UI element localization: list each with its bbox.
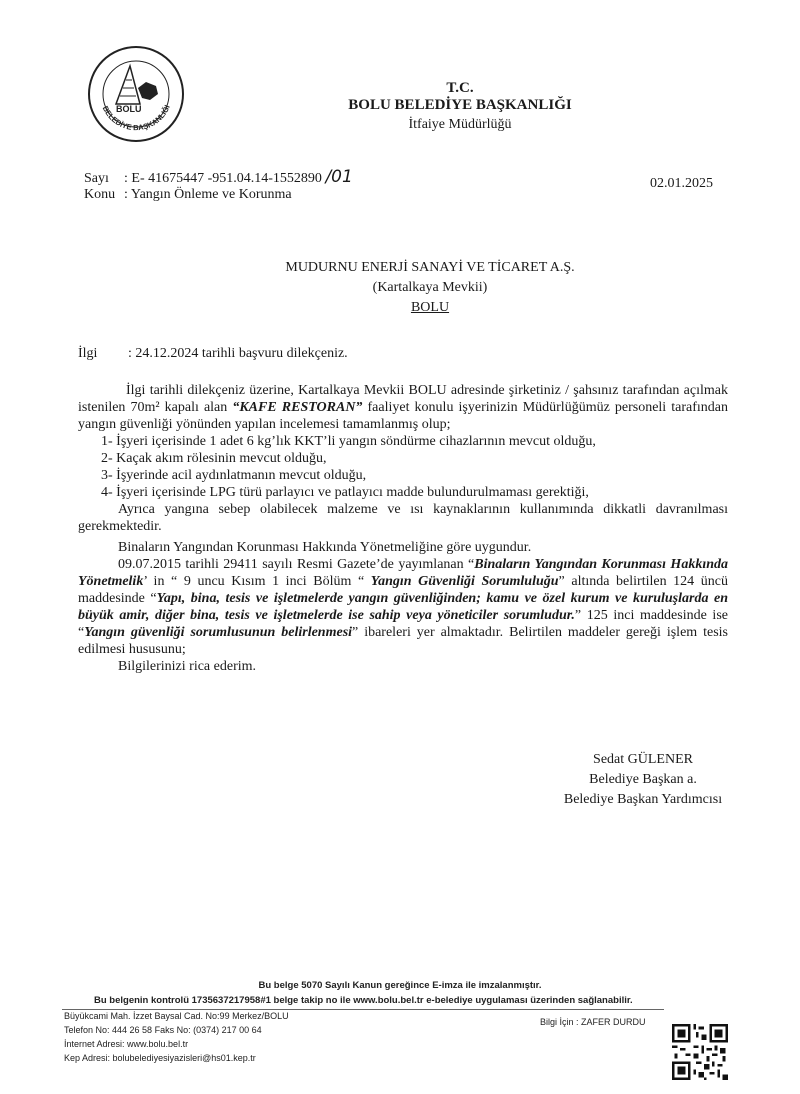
signer-name: Sedat GÜLENER — [593, 752, 693, 767]
signature-block — [548, 750, 738, 810]
signer-title-2: Belediye Başkan Yardımcısı — [563, 792, 723, 807]
ilgi-label: İlgi — [78, 346, 98, 361]
qr-code — [672, 1024, 728, 1080]
body-paragraph-1: İlgi tarihli dilekçeniz üzerine, Kartalkaya Mevkii BOLU adresinde şirketiniz / şahsınız tarafından açılmak istenilen 70m² kapalı alan “KAFE RESTORAN” faaliyet konulu işyerinizin Müdürlüğümüz personeli tarafından yangın güvenliği yönünden yapılan incelemesi tamamlanmış olup; — [78, 383, 729, 432]
konu-value: : Yangın Önleme ve Korunma — [124, 187, 292, 202]
header-department: İtfaiye Müdürlüğü — [408, 117, 512, 132]
sayi-handwritten-mark: /01 — [325, 167, 353, 187]
letter-body — [78, 382, 728, 675]
recipient-city: BOLU — [410, 300, 450, 315]
body-paragraph-3: Binaların Yangından Korunması Hakkında Yönetmeliğine göre uygundur. — [118, 540, 532, 555]
header-tc: T.C. — [446, 80, 474, 96]
verify-note: Bu belgenin kontrolü 1735637217958#1 belge takip no ile www.bolu.bel.tr e-belediye uygulaması üzerinden sağlanabilir. — [94, 995, 633, 1006]
sayi-value: : E- 41675447 -951.04.14-1552890 — [124, 171, 322, 186]
konu-row — [84, 187, 292, 203]
footer-phone: Telefon No: 444 26 58 Faks No: (0374) 217 00 64 — [64, 1025, 262, 1035]
list-item: 1- İşyeri içerisinde 1 adet 6 kg’lık KKT’li yangın söndürme cihazlarının mevcut olduğu, — [101, 434, 596, 449]
footer-web: İnternet Adresi: www.bolu.bel.tr — [64, 1039, 189, 1049]
sayi-row — [84, 167, 353, 187]
ilgi-row — [78, 346, 348, 362]
footer-address: Büyükcami Mah. İzzet Baysal Cad. No:99 Merkez/BOLU — [64, 1011, 289, 1021]
body-paragraph-5: Bilgilerinizi rica ederim. — [118, 659, 257, 674]
konu-label: Konu — [84, 187, 116, 202]
footer-kep: Kep Adresi: bolubelediyesiyazisleri@hs01.kep.tr — [64, 1053, 256, 1063]
logo-bolu-text: BOLU — [116, 104, 142, 114]
ilgi-value: : 24.12.2024 tarihli başvuru dilekçeniz. — [128, 346, 348, 361]
footer-divider — [62, 1009, 664, 1010]
body-paragraph-4: 09.07.2015 tarihli 29411 sayılı Resmi Gazete’de yayımlanan “Binaların Yangından Korunması Hakkında Yönetmelik’ in “ 9 uncu Kısım 1 inci Bölüm “ Yangın Güvenliği Sorumluluğu” altında belirtilen 124 üncü maddesinde “Yapı, bina, tesis ve işletmelerde yangın güvenliğinden; kamu ve özel kurum ve kuruluşlarda en büyük amir, diğer bina, tesis ve işletmelerde ise sahip veya yöneticiler sorumludur.” 125 inci maddesinde ise “Yangın güvenliği sorumlusunun belirlenmesi” ibareleri yer almaktadır. Belirtilen maddeler gereği işlem tesis edilmesi hususunu; — [78, 557, 729, 657]
footer-info-contact: Bilgi İçin : ZAFER DURDU — [540, 1017, 646, 1027]
recipient-name: MUDURNU ENERJİ SANAYİ VE TİCARET A.Ş. — [285, 260, 575, 275]
document-date: 02.01.2025 — [650, 176, 713, 191]
signer-title-1: Belediye Başkan a. — [589, 772, 697, 787]
list-item: 2- Kaçak akım rölesinin mevcut olduğu, — [101, 451, 327, 466]
sayi-label: Sayı — [84, 171, 109, 186]
list-item: 4- İşyeri içerisinde LPG türü parlayıcı ve patlayıcı madde bulundurulmaması gerektiği, — [101, 485, 589, 500]
list-item: 3- İşyerinde acil aydınlatmanın mevcut olduğu, — [101, 468, 367, 483]
logo-ring-text: BELEDİYE BAŞKANLIĞI — [100, 103, 172, 133]
body-paragraph-2: Ayrıca yangına sebep olabilecek malzeme ve ısı kaynaklarının kullanımında dikkatli davranılması gerekmektedir. — [78, 502, 728, 534]
esign-note: Bu belge 5070 Sayılı Kanun gereğince E-imza ile imzalanmıştır. — [258, 980, 542, 991]
header-institution: BOLU BELEDİYE BAŞKANLIĞI — [348, 97, 572, 113]
recipient-location: (Kartalkaya Mevkii) — [372, 280, 488, 295]
